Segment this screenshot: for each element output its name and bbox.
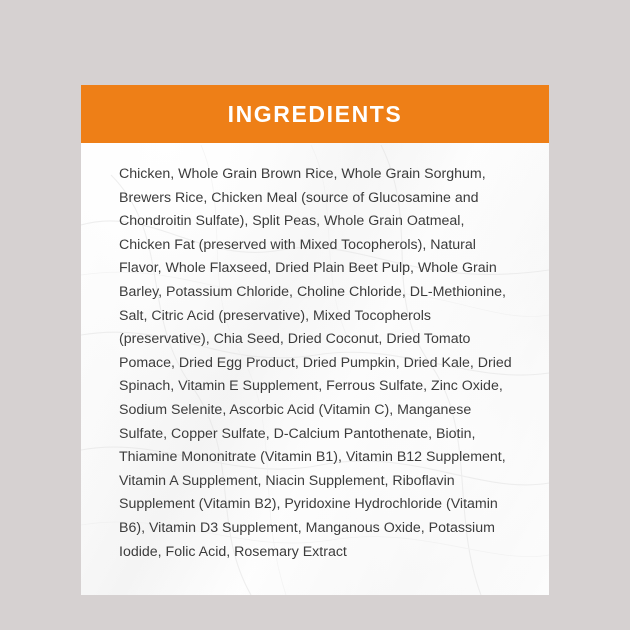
page-title: INGREDIENTS [227,100,403,127]
ingredients-card [81,85,549,595]
ingredients-list-text: Chicken, Whole Grain Brown Rice, Whole Grain Sorghum, Brewers Rice, Chicken Meal (source of Glucosamine and Chondroitin Sulfate), Split Peas, Whole Grain Oatmeal, Chicken Fat (preserved with Mixed Tocopherols), Natural Flavor, Whole Flaxseed, Dried Plain Beet Pulp, Whole Grain Barley, Potassium Chloride, Choline Chloride, DL-Methionine, Salt, Citric Acid (preservative), Mixed Tocopherols (preservative), Chia Seed, Dried Coconut, Dried Tomato Pomace, Dried Egg Product, Dried Pumpkin, Dried Kale, Dried Spinach, Vitamin E Supplement, Ferrous Sulfate, Zinc Oxide, Sodium Selenite, Ascorbic Acid (Vitamin C), Manganese Sulfate, Copper Sulfate, D-Calcium Pantothenate, Biotin, Thiamine Mononitrate (Vitamin B1), Vitamin B12 Supplement, Vitamin A Supplement, Niacin Supplement, Riboflavin Supplement (Vitamin B2), Pyridoxine Hydrochloride (Vitamin B6), Vitamin D3 Supplement, Manganous Oxide, Potassium Iodide, Folic Acid, Rosemary Extract [119,166,516,560]
ingredients-header-bar [81,85,549,143]
